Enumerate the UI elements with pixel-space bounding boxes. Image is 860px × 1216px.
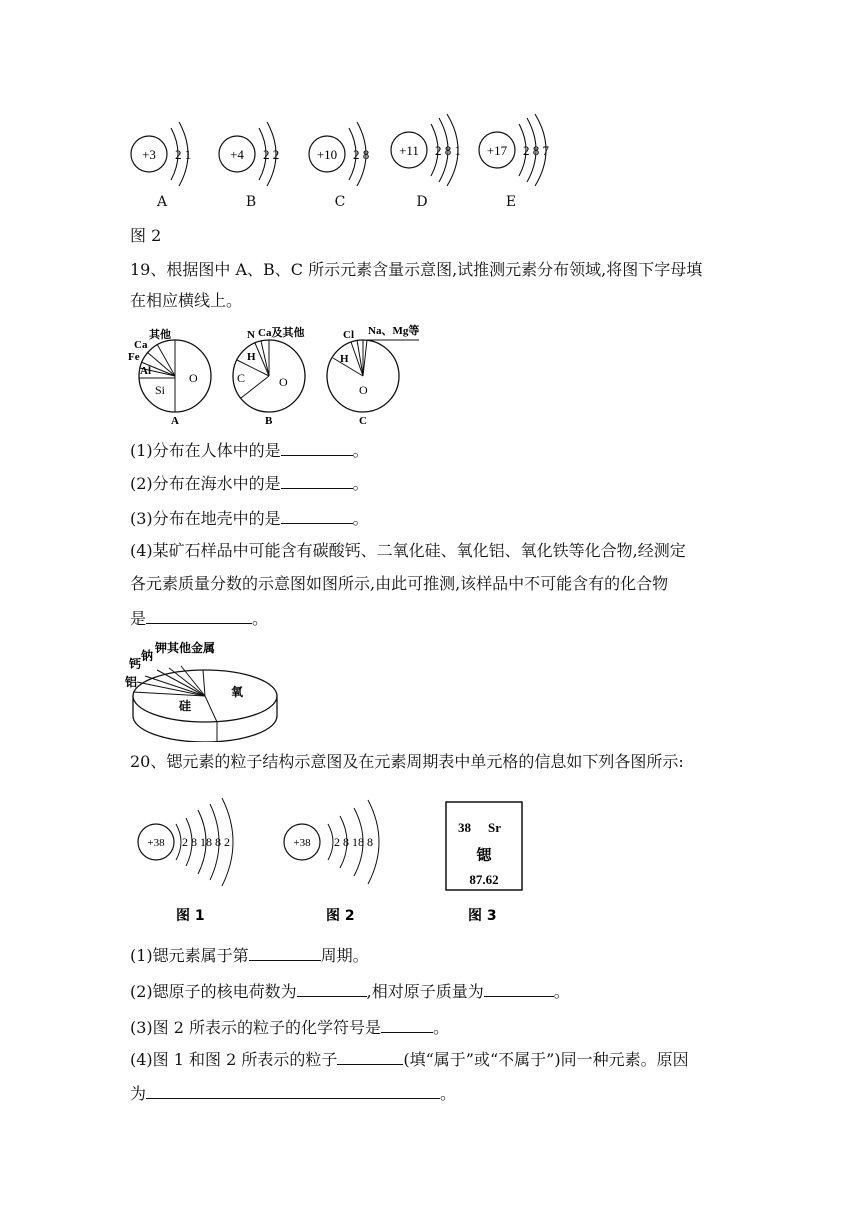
ore-label-si: 硅 — [179, 699, 192, 713]
atom-b-label: B — [245, 194, 257, 210]
pie-a-label-ca: Ca — [134, 339, 148, 351]
ore-label-al: 铝 — [125, 675, 138, 689]
q20-part3-answer-blank[interactable] — [381, 1016, 433, 1033]
q19-part2-answer-blank[interactable] — [281, 472, 353, 489]
q19-part2-end: 。 — [352, 474, 369, 493]
q19-part4-answer-blank[interactable] — [146, 607, 252, 624]
q20-part1 — [130, 944, 369, 966]
pie-c-label-na-mg: Na、Mg等 — [368, 325, 420, 337]
pie-c — [327, 323, 419, 427]
atom-d-label: D — [416, 194, 428, 210]
q20-part1-text: (1)锶元素属于第 — [130, 946, 249, 965]
q19-part4-text: 是 — [130, 609, 147, 628]
pie-c-label-h: H — [340, 353, 349, 365]
atom-a-label: A — [156, 194, 168, 210]
atom-d — [391, 114, 461, 186]
q20-part4-end: 。 — [440, 1084, 457, 1103]
q20-part1-end: 周期。 — [320, 946, 369, 965]
ore-label-k-other-metals: 钾其他金属 — [155, 641, 216, 655]
figure-2-caption: 图 2 — [130, 226, 162, 245]
fig2-nucleus: +38 — [293, 837, 311, 849]
q20-part4-answer-blank[interactable] — [337, 1048, 403, 1065]
atom-d-nucleus: +11 — [399, 143, 419, 158]
q19-part3-answer-blank[interactable] — [281, 507, 353, 524]
atom-c-shells: 2 8 — [353, 147, 370, 162]
pie-b-label-n: N — [247, 329, 255, 341]
pie-a-caption: A — [171, 415, 179, 427]
atom-e — [479, 114, 550, 186]
sr-atom-figure-1 — [138, 798, 233, 924]
ore-sample-pie — [125, 638, 285, 742]
q19-part3-end: 。 — [352, 509, 369, 528]
q19-part4-end: 。 — [252, 609, 269, 628]
q20-part2-charge-blank[interactable] — [297, 980, 367, 997]
fig2-shells: 2 8 18 8 — [334, 835, 373, 849]
q19-stem-line1: 19、根据图中 A、B、C 所示元素含量示意图,试推测元素分布领域,将图下字母填 — [130, 260, 703, 279]
q20-part4-line2 — [130, 1082, 456, 1104]
q19-part4-line1: (4)某矿石样品中可能含有碳酸钙、二氧化硅、氧化铝、氧化铁等化合物,经测定 — [130, 541, 686, 560]
atom-d-shells: 2 8 1 — [435, 143, 461, 158]
pie-c-label-cl: Cl — [343, 329, 354, 341]
pie-a-label-al: Al — [140, 365, 151, 377]
q19-part1-text: (1)分布在人体中的是 — [130, 441, 281, 460]
sr-periodic-cell-figure-3 — [446, 802, 522, 924]
q20-part2 — [130, 980, 570, 1002]
ore-label-ca: 钙 — [129, 657, 142, 671]
q20-part4-text: (4)图 1 和图 2 所表示的粒子 — [130, 1050, 338, 1069]
q19-part3-text: (3)分布在地壳中的是 — [130, 509, 281, 528]
pie-c-caption: C — [359, 415, 367, 427]
atom-e-nucleus: +17 — [486, 143, 508, 158]
atom-e-shells: 2 8 7 — [523, 143, 549, 158]
q19-part2-text: (2)分布在海水中的是 — [130, 474, 281, 493]
atom-c — [309, 122, 369, 186]
q20-part2-mass-blank[interactable] — [484, 980, 554, 997]
strontium-figures — [130, 794, 550, 930]
q19-part1 — [130, 439, 369, 461]
fig2-caption: 图 2 — [326, 908, 355, 924]
atom-e-label: E — [505, 194, 517, 210]
atom-structure-figure — [125, 110, 585, 190]
pie-a-label-fe: Fe — [128, 351, 140, 363]
atom-b-shells: 2 2 — [263, 147, 280, 162]
fig1-nucleus: +38 — [147, 837, 165, 849]
q20-part2-text: (2)锶原子的核电荷数为 — [130, 982, 297, 1001]
q20-part3 — [130, 1016, 449, 1038]
fig3-atomic-mass: 87.62 — [469, 872, 499, 887]
q20-part4-line1 — [130, 1048, 689, 1070]
pie-b-label-ca-other: Ca及其他 — [258, 327, 305, 339]
pie-b-label-c: C — [237, 371, 246, 385]
pie-b-label-o: O — [279, 375, 288, 389]
q20-stem: 20、锶元素的粒子结构示意图及在元素周期表中单元格的信息如下列各图所示: — [130, 752, 684, 771]
sr-ion-figure-2 — [284, 800, 379, 924]
pie-b — [233, 325, 305, 427]
q19-stem-line2: 在相应横线上。 — [130, 291, 243, 310]
atom-a — [131, 122, 191, 186]
q20-part4-reason-text: 为 — [130, 1084, 147, 1103]
pie-a — [128, 327, 211, 427]
q20-part4-reason-blank[interactable] — [146, 1082, 440, 1099]
atom-b-nucleus: +4 — [230, 147, 244, 162]
q20-part3-text: (3)图 2 所表示的粒子的化学符号是 — [130, 1018, 382, 1037]
fig3-element-name: 锶 — [476, 848, 492, 864]
pie-a-label-o: O — [189, 371, 198, 385]
pie-a-label-other: 其他 — [149, 329, 171, 341]
fig3-caption: 图 3 — [468, 908, 497, 924]
fig3-atomic-number: 38 — [458, 820, 471, 835]
pie-b-label-h: H — [247, 351, 256, 363]
q19-part3 — [130, 507, 369, 529]
atom-b — [219, 122, 279, 186]
q20-part2-mid: ,相对原子质量为 — [366, 982, 484, 1001]
atom-c-nucleus: +10 — [316, 147, 338, 162]
atom-a-nucleus: +3 — [142, 147, 156, 162]
q19-part1-end: 。 — [352, 441, 369, 460]
q20-part2-end: 。 — [553, 982, 570, 1001]
q19-part4-line2: 各元素质量分数的示意图如图所示,由此可推测,该样品中不可能含有的化合物 — [130, 574, 669, 593]
pie-a-label-si: Si — [155, 383, 166, 397]
q19-part2 — [130, 472, 369, 494]
fig1-caption: 图 1 — [176, 908, 205, 924]
atom-c-label: C — [334, 194, 346, 210]
fig3-symbol: Sr — [488, 820, 501, 835]
q20-part1-answer-blank[interactable] — [249, 944, 321, 961]
q19-part1-answer-blank[interactable] — [281, 439, 353, 456]
q20-part3-end: 。 — [433, 1018, 450, 1037]
ore-label-na: 钠 — [141, 649, 154, 663]
atom-a-shells: 2 1 — [175, 147, 192, 162]
element-content-pies — [125, 322, 435, 428]
pie-c-label-o: O — [359, 383, 368, 397]
fig1-shells: 2 8 18 8 2 — [182, 835, 230, 849]
q19-part4-line3 — [130, 607, 268, 629]
ore-label-o: 氧 — [231, 685, 244, 699]
q20-part4-mid: (填“属于”或“不属于”)同一种元素。原因 — [403, 1050, 689, 1069]
pie-b-caption: B — [265, 415, 273, 427]
